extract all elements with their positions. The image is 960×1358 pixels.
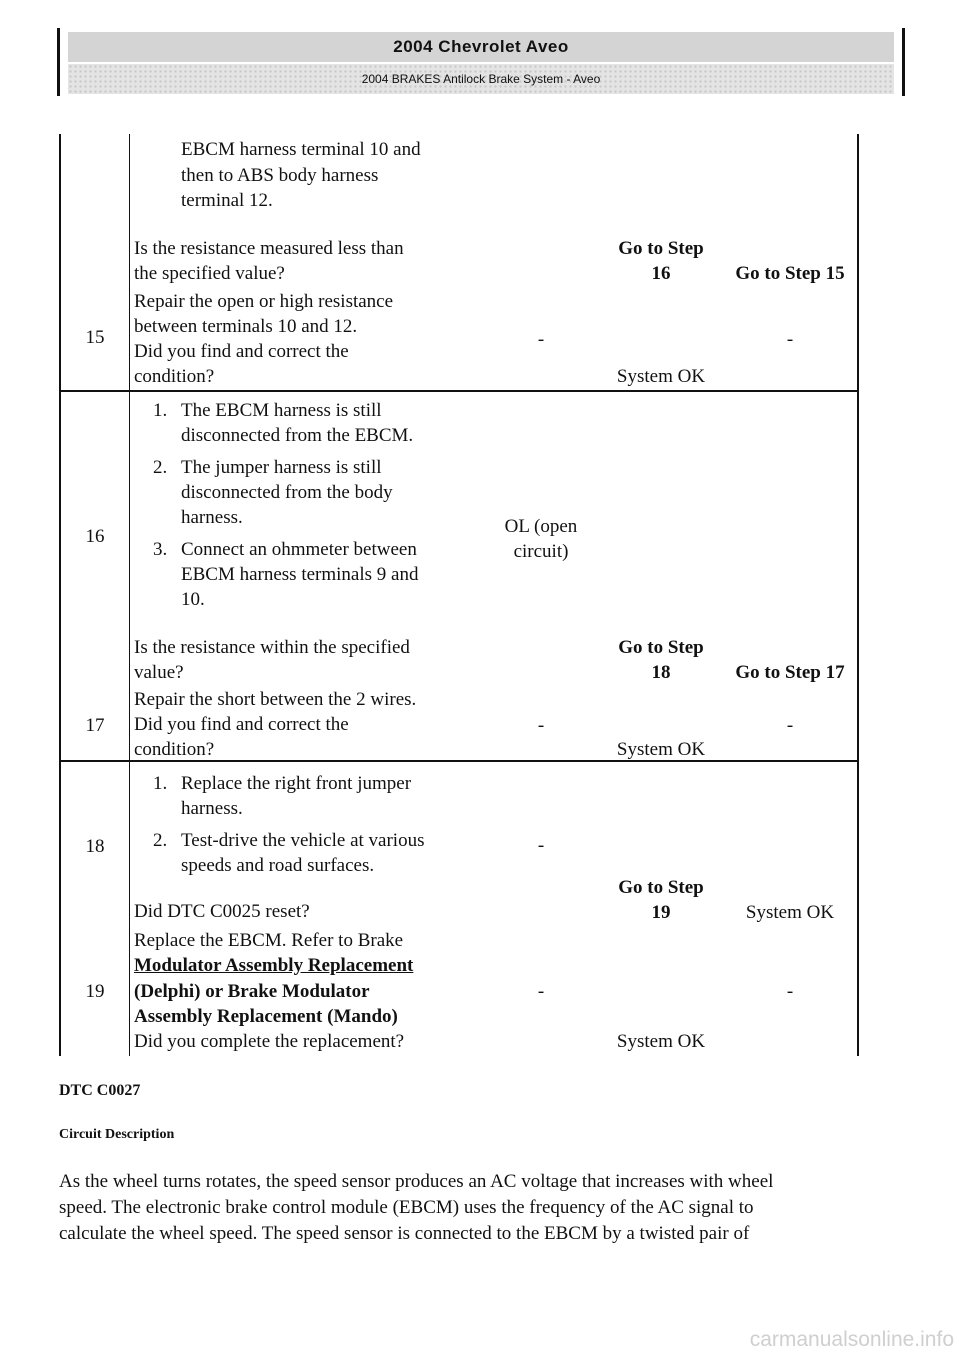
step-15-value: -: [537, 329, 545, 350]
step-16-item-line: 10.: [181, 589, 205, 610]
paragraph-line: As the wheel turns rotates, the speed sensor produces an AC voltage that increases with wheel: [59, 1171, 774, 1192]
step-19-question: Did you complete the replacement?: [134, 1031, 405, 1052]
step-16-item-line: harness.: [181, 507, 243, 528]
document-title: 2004 Chevrolet Aveo: [68, 32, 894, 62]
step-15-action-line: Repair the open or high resistance: [134, 291, 394, 312]
row-divider-15-16: [61, 390, 857, 392]
brake-modulator-delphi-link[interactable]: Modulator Assembly Replacement: [134, 955, 414, 976]
step-16-item-line: disconnected from the body: [181, 482, 393, 503]
step-15-action-line: condition?: [134, 366, 215, 387]
step-18-yes-line: Go to Step: [618, 877, 704, 898]
step-15-no-result: -: [786, 329, 794, 350]
step-17-yes-result: System OK: [616, 739, 706, 760]
step-14-yes-line: Go to Step: [618, 238, 704, 259]
step-number: 18: [85, 836, 105, 857]
list-item-number: 3.: [153, 539, 168, 560]
step-15-action-line: Did you find and correct the: [134, 341, 349, 362]
step-18-item-line: speeds and road surfaces.: [181, 855, 375, 876]
step-16-item-line: The jumper harness is still: [181, 457, 382, 478]
step-16-no-action: Go to Step 17: [735, 662, 845, 683]
step-14-question-line: Is the resistance measured less than: [134, 238, 404, 259]
step-16-question-line: value?: [134, 662, 184, 683]
step-14-yes-line: 16: [651, 263, 671, 284]
step-19-value: -: [537, 981, 545, 1002]
step-number: 15: [85, 327, 105, 348]
step-14-no-action: Go to Step 15: [735, 263, 845, 284]
step-16-yes-line: Go to Step: [618, 637, 704, 658]
list-item-number: 1.: [153, 400, 168, 421]
watermark-footer: carmanualsonline.info: [749, 1328, 954, 1351]
step-17-no-result: -: [786, 715, 794, 736]
step-number: 17: [85, 715, 105, 736]
step-18-no-result: System OK: [745, 902, 835, 923]
circuit-description-paragraph: [59, 1169, 889, 1247]
brake-modulator-delphi-link[interactable]: (Delphi) or Brake Modulator: [134, 981, 370, 1002]
step-16-item-line: disconnected from the EBCM.: [181, 425, 414, 446]
step-14-question-line: the specified value?: [134, 263, 285, 284]
step-16-value-line: OL (open: [504, 516, 578, 537]
list-item-number: 1.: [153, 773, 168, 794]
step-16-yes-line: 18: [651, 662, 671, 683]
step-17-action-line: Did you find and correct the: [134, 714, 349, 735]
list-item-number: 2.: [153, 457, 168, 478]
step-14-action-line: then to ABS body harness: [181, 165, 379, 186]
step-17-action-line: Repair the short between the 2 wires.: [134, 689, 417, 710]
list-item-number: 2.: [153, 830, 168, 851]
step-14-action-line: EBCM harness terminal 10 and: [181, 139, 421, 160]
document-subtitle: 2004 BRAKES Antilock Brake System - Aveo: [68, 64, 894, 94]
step-19-yes-result: System OK: [616, 1031, 706, 1052]
step-17-value: -: [537, 715, 545, 736]
step-18-item-line: Test-drive the vehicle at various: [181, 830, 425, 851]
step-16-item-line: Connect an ohmmeter between: [181, 539, 417, 560]
step-18-item-line: Replace the right front jumper: [181, 773, 412, 794]
diagnostic-table: [59, 134, 859, 1056]
step-19-no-result: -: [786, 981, 794, 1002]
step-17-action-line: condition?: [134, 739, 215, 760]
step-14-action-line: terminal 12.: [181, 190, 273, 211]
document-header: [57, 28, 905, 96]
step-16-question-line: Is the resistance within the specified: [134, 637, 410, 658]
step-16-item-line: The EBCM harness is still: [181, 400, 382, 421]
step-16-item-line: EBCM harness terminals 9 and: [181, 564, 419, 585]
paragraph-line: speed. The electronic brake control module (EBCM) uses the frequency of the AC signal to: [59, 1197, 754, 1218]
step-15-action-line: between terminals 10 and 12.: [134, 316, 358, 337]
step-18-value: -: [537, 835, 545, 856]
step-number: 16: [85, 526, 105, 547]
step-number: 19: [85, 981, 105, 1002]
section-title: DTC C0027: [59, 1082, 141, 1099]
paragraph-line: calculate the wheel speed. The speed sensor is connected to the EBCM by a twisted pair of: [59, 1223, 750, 1244]
step-16-value-line: circuit): [513, 541, 569, 562]
step-19-action-line: Replace the EBCM. Refer to Brake: [134, 930, 404, 951]
step-18-yes-line: 19: [651, 902, 671, 923]
brake-modulator-mando-link[interactable]: Assembly Replacement (Mando): [134, 1006, 398, 1027]
step-column-divider: [129, 134, 130, 1056]
section-subtitle: Circuit Description: [59, 1127, 175, 1142]
step-15-yes-result: System OK: [616, 366, 706, 387]
step-18-item-line: harness.: [181, 798, 243, 819]
step-18-question: Did DTC C0025 reset?: [134, 901, 310, 922]
